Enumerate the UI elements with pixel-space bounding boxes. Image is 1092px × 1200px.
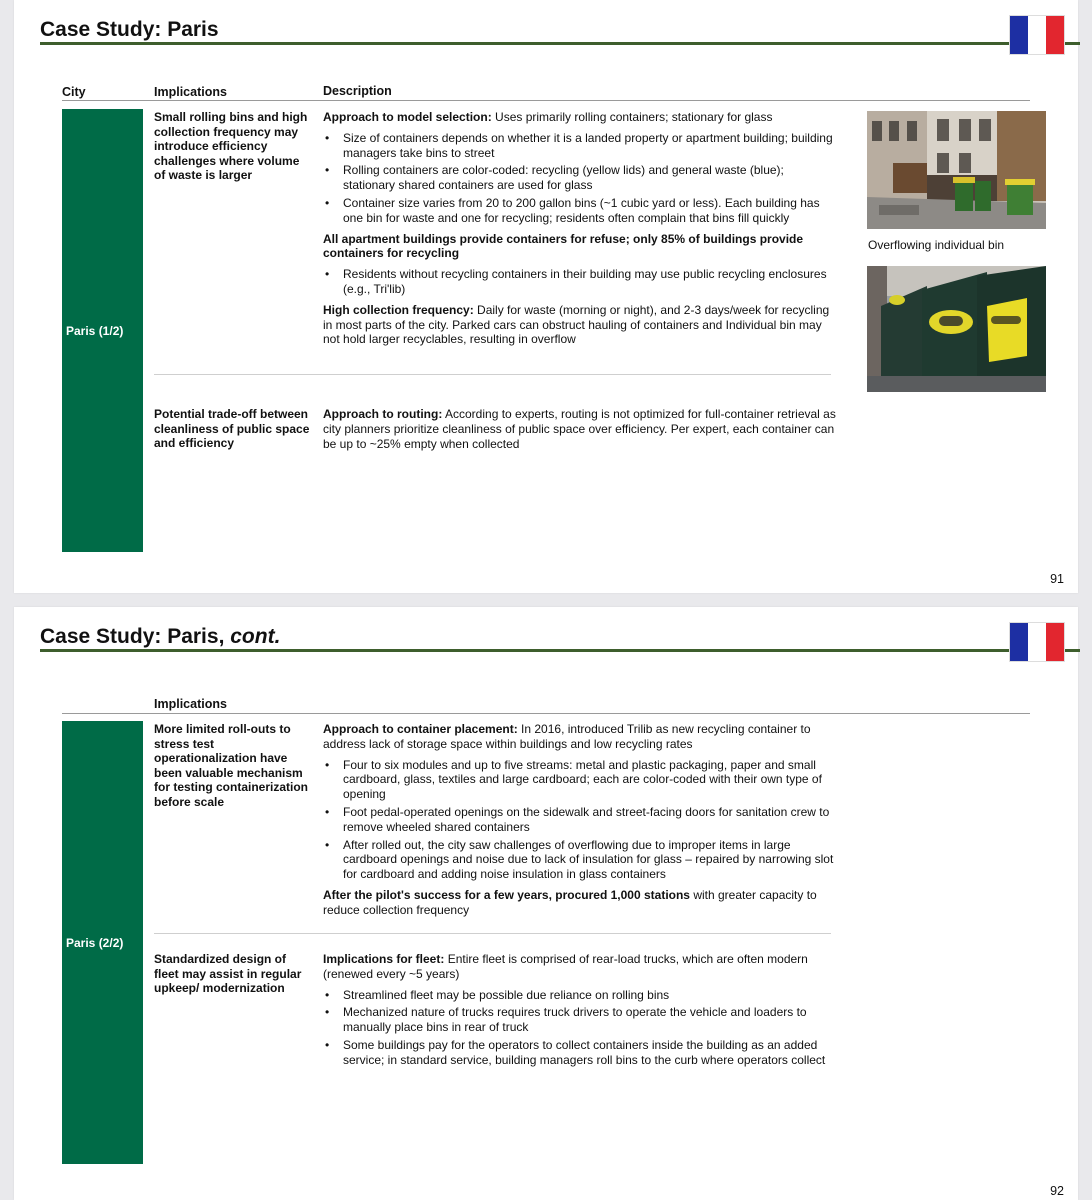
page-number: 91 (1050, 572, 1064, 586)
description-block (323, 952, 838, 1074)
desc-heading: All apartment buildings provide containers for refuse; only 85% of buildings provide containers for recycling (323, 231, 804, 261)
bullet-item: • After rolled out, the city saw challenges of overflowing due to improper items in large cardboard openings and noise due to lack of insulation for glass – repaired by narrowing slot for cardboard and adding noise insulation in glass containers (323, 838, 838, 882)
desc-text: According to experts, routing is not optimized for full-container retrieval as city planners prioritize cleanliness of public space over efficiency. Per expert, each container can be up to ~25% empty when collected (323, 407, 836, 451)
desc-heading: High collection frequency: (323, 302, 474, 317)
trilib-containers-photo (867, 266, 1046, 392)
bullet-list (323, 267, 838, 297)
bullet-item: • Container size varies from 20 to 200 gallon bins (~1 cubic yard or less). Each building has one bin for waste and one for recycling; residents often complain that bins fill quickly (323, 196, 838, 226)
header-divider (62, 100, 1030, 101)
desc-text: Uses primarily rolling containers; stationary for glass (491, 110, 773, 124)
french-flag-icon (1010, 623, 1064, 661)
city-label: Paris (1/2) (66, 324, 124, 338)
implication-text: Potential trade-off between cleanliness of public space and efficiency (154, 407, 310, 451)
page-number: 92 (1050, 1184, 1064, 1198)
bullet-list (323, 758, 838, 882)
slide-91 (14, 0, 1078, 593)
implication-text: More limited roll-outs to stress test operationalization have been valuable mechanism for testing containerization before scale (154, 722, 309, 809)
desc-text: with greater capacity to reduce collection frequency (323, 887, 817, 917)
street-bins-photo (867, 111, 1046, 229)
slide-title: Case Study: Paris (40, 18, 219, 41)
city-label: Paris (2/2) (66, 936, 124, 950)
desc-text: Entire fleet is comprised of rear-load trucks, which are often modern (renewed every ~5 years) (323, 952, 808, 981)
implication-text: Standardized design of fleet may assist in regular upkeep/ modernization (154, 952, 302, 996)
french-flag-icon (1010, 16, 1064, 54)
title-underline (40, 42, 1080, 45)
photo-caption: Overflowing individual bin (868, 238, 1005, 252)
column-header-city: City (62, 85, 86, 99)
slide-92 (14, 607, 1078, 1200)
bullet-item: • Four to six modules and up to five streams: metal and plastic packaging, paper and small cardboard, glass, textiles and large cardboard; each are color-coded with their own type of opening (323, 758, 838, 802)
bullet-item: • Mechanized nature of trucks requires truck drivers to operate the vehicle and loaders to manually place bins in rear of truck (323, 1005, 838, 1035)
row-divider (154, 374, 831, 375)
description-block (323, 407, 838, 457)
column-header-description: Description (323, 84, 392, 98)
header-divider (62, 713, 1030, 714)
bullet-item: • Foot pedal-operated openings on the sidewalk and street-facing doors for sanitation crew to remove wheeled shared containers (323, 805, 838, 835)
title-underline (40, 649, 1080, 652)
slide-title-italic: cont. (230, 625, 281, 648)
implication-text: Small rolling bins and high collection frequency may introduce efficiency challenges where volume of waste is larger (154, 110, 308, 183)
column-header-implications: Implications (154, 85, 227, 99)
slide-title-main: Case Study: Paris, (40, 625, 231, 648)
desc-heading: Approach to model selection: (323, 110, 492, 124)
desc-heading: Approach to container placement: (323, 722, 518, 736)
bullet-item: • Rolling containers are color-coded: recycling (yellow lids) and general waste (blue); stationary shared containers are used for glass (323, 163, 838, 193)
row-divider (154, 933, 831, 934)
bullet-item: • Streamlined fleet may be possible due reliance on rolling bins (323, 988, 838, 1003)
bullet-item: • Residents without recycling containers in their building may use public recycling enclosures (e.g., Tri'lib) (323, 267, 838, 297)
desc-text: Daily for waste (morning or night), and 2-3 days/week for recycling in most parts of the city. Parked cars can obstruct hauling of containers and Individual bin may not hold larger recyclables, resulting in overflow (323, 302, 830, 347)
bullet-list (323, 988, 838, 1068)
desc-text: In 2016, introduced Trilib as new recycling container to address lack of storage space within buildings and low recycling rates (323, 722, 811, 751)
desc-heading: Approach to routing: (323, 407, 443, 421)
description-block (323, 110, 838, 353)
bullet-list (323, 131, 838, 226)
desc-heading: After the pilot's success for a few years, procured 1,000 stations (323, 887, 690, 902)
bullet-item: • Size of containers depends on whether it is a landed property or apartment building; building managers take bins to street (323, 131, 838, 161)
column-header-implications: Implications (154, 697, 227, 711)
description-block (323, 722, 838, 924)
desc-heading: Implications for fleet: (323, 952, 445, 966)
slide-title (40, 625, 280, 649)
bullet-item: • Some buildings pay for the operators to collect containers inside the building as an added service; in standard service, building managers roll bins to the curb where operators collect (323, 1038, 838, 1068)
